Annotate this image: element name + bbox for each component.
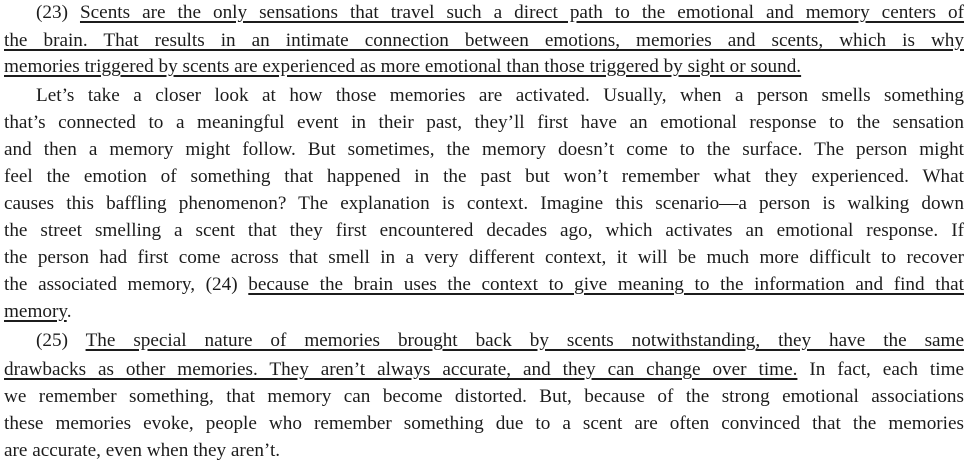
question-number-24: the associated memory, (24) <box>4 274 249 295</box>
underlined-sentence-23: Scents are the only sensations that travel such a direct path to the emotional and memory centers of <box>79 2 965 23</box>
text-line: that’s connected to a meaningful event in their past, they’ll first have an emotional response to the sensation <box>4 112 964 133</box>
text-line: these memories evoke, people who remember something due to a scent are often convinced that the memories <box>4 413 964 434</box>
paragraph-2-line-5 <box>4 191 964 217</box>
text-line: and then a memory might follow. But sometimes, the memory doesn’t come to the surface. The person might <box>4 139 964 160</box>
underlined-sentence-25: drawbacks as other memories. They aren’t always accurate, and they can change over time. <box>4 359 798 380</box>
paragraph-3-line-3 <box>4 384 964 410</box>
paragraph-2-line-1 <box>4 83 964 109</box>
underlined-sentence-24: memory <box>4 301 67 322</box>
paragraph-2-line-8 <box>4 272 964 298</box>
text-line: we remember something, that memory can become distorted. But, because of the strong emotional associations <box>4 386 964 407</box>
paragraph-1-line-3 <box>4 54 964 80</box>
paragraph-2-line-3 <box>4 137 964 163</box>
text-line: Let’s take a closer look at how those memories are activated. Usually, when a person smells something <box>36 85 964 106</box>
paragraph-1-line-2 <box>4 28 964 54</box>
underlined-sentence-25: The special nature of memories brought back by scents notwithstanding, they have the same <box>85 330 964 351</box>
text-line: feel the emotion of something that happened in the past but won’t remember what they experienced. What <box>4 166 964 187</box>
paragraph-2-line-9 <box>4 299 964 325</box>
text-line: are accurate, even when they aren’t. <box>4 440 281 461</box>
paragraph-1-line-1 <box>4 0 964 26</box>
paragraph-2-line-2 <box>4 110 964 136</box>
underlined-sentence-24: because the brain uses the context to give meaning to the information and find that <box>248 274 965 295</box>
text-segment: In fact, each time <box>797 359 965 380</box>
text-line: the street smelling a scent that they first encountered decades ago, which activates an emotional response. If <box>4 220 964 241</box>
question-number-25: (25) <box>36 330 86 351</box>
paragraph-3-line-4 <box>4 411 964 437</box>
paragraph-3-line-5 <box>4 438 964 464</box>
paragraph-2-line-4 <box>4 164 964 190</box>
question-number-23: (23) <box>36 2 80 23</box>
text-line: the person had first come across that smell in a very different context, it will be much more difficult to recover <box>4 247 964 268</box>
paragraph-3-line-1 <box>4 328 964 354</box>
period: . <box>66 301 72 322</box>
paragraph-2-line-7 <box>4 245 964 271</box>
underlined-sentence-23: the brain. That results in an intimate connection between emotions, memories and scents, which is why <box>4 30 964 51</box>
underlined-sentence-23: memories triggered by scents are experienced as more emotional than those triggered by sight or sound. <box>4 56 802 77</box>
paragraph-3-line-2 <box>4 357 964 383</box>
paragraph-2-line-6 <box>4 218 964 244</box>
text-line: causes this baffling phenomenon? The explanation is context. Imagine this scenario—a person is walking down <box>4 193 964 214</box>
